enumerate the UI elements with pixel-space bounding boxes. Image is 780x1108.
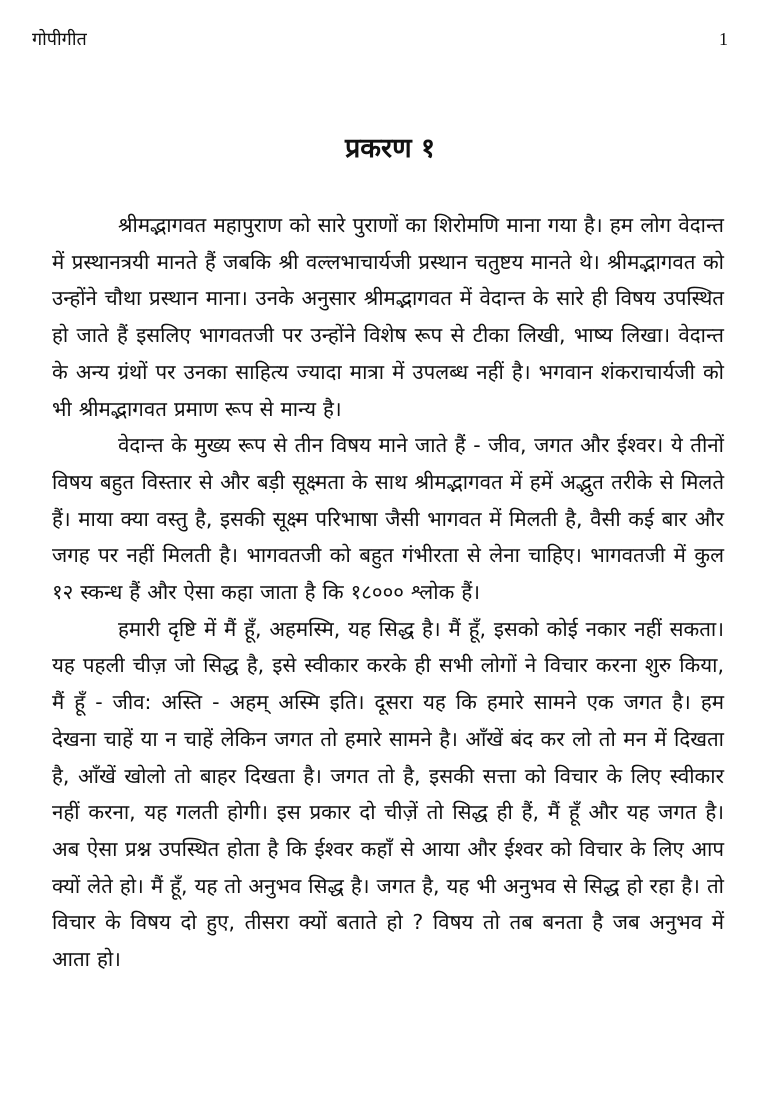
page-number: 1 [719,28,728,49]
body-text [52,207,724,978]
paragraph-1: श्रीमद्भागवत महापुराण को सारे पुराणों का शिरोमणि माना गया है। हम लोग वेदान्त में प्रस्थानत्रयी मानते हैं जबकि श्री वल्लभाचार्यजी प्रस्थान चतुष्टय मानते थे। श्रीमद्भागवत को उन्होंने चौथा प्रस्थान माना। उनके अनुसार श्रीमद्भागवत में वेदान्त के सारे ही विषय उपस्थित हो जाते हैं इसलिए भागवतजी पर उन्होंने विशेष रूप से टीका लिखी, भाष्य लिखा। वेदान्त के अन्य ग्रंथों पर उनका साहित्य ज्यादा मात्रा में उपलब्ध नहीं है। भगवान शंकराचार्यजी को भी श्रीमद्भागवत प्रमाण रूप से मान्य है। [52,213,724,421]
running-header [32,24,728,54]
paragraph-3: हमारी दृष्टि में मैं हूँ, अहमस्मि, यह सिद्ध है। मैं हूँ, इसको कोई नकार नहीं सकता। यह पहली चीज़ जो सिद्ध है, इसे स्वीकार करके ही सभी लोगों ने विचार करना शुरु किया, मैं हूँ - जीव: अस्ति - अहम् अस्मि इति। दूसरा यह कि हमारे सामने एक जगत है। हम देखना चाहें या न चाहें लेकिन जगत तो हमारे सामने है। आँखें बंद कर लो तो मन में दिखता है, आँखें खोलो तो बाहर दिखता है। जगत तो है, इसकी सत्ता को विचार के लिए स्वीकार नहीं करना, यह गलती होगी। इस प्रकार दो चीज़ें तो सिद्ध ही हैं, मैं हूँ और यह जगत है। अब ऐसा प्रश्न उपस्थित होता है कि ईश्वर कहाँ से आया और ईश्वर को विचार के लिए आप क्यों लेते हो। मैं हूँ, यह तो अनुभव सिद्ध है। जगत है, यह भी अनुभव से सिद्ध हो रहा है। तो विचार के विषय दो हुए, तीसरा क्यों बताते हो ? विषय तो तब बनता है जब अनुभव में आता हो। [52,616,724,972]
chapter-heading: प्रकरण १ [344,133,436,164]
book-title: गोपीगीत [32,29,87,50]
paragraph-2: वेदान्त के मुख्य रूप से तीन विषय माने जाते हैं - जीव, जगत और ईश्वर। ये तीनों विषय बहुत विस्तार से और बड़ी सूक्ष्मता के साथ श्रीमद्भागवत में हमें अद्भुत तरीके से मिलते हैं। माया क्या वस्तु है, इसकी सूक्ष्म परिभाषा जैसी भागवत में मिलती है, वैसी कई बार और जगह पर नहीं मिलती है। भागवतजी को बहुत गंभीरता से लेना चाहिए। भागवतजी में कुल १२ स्कन्ध हैं और ऐसा कहा जाता है कि १८००० श्लोक हैं। [52,433,724,605]
